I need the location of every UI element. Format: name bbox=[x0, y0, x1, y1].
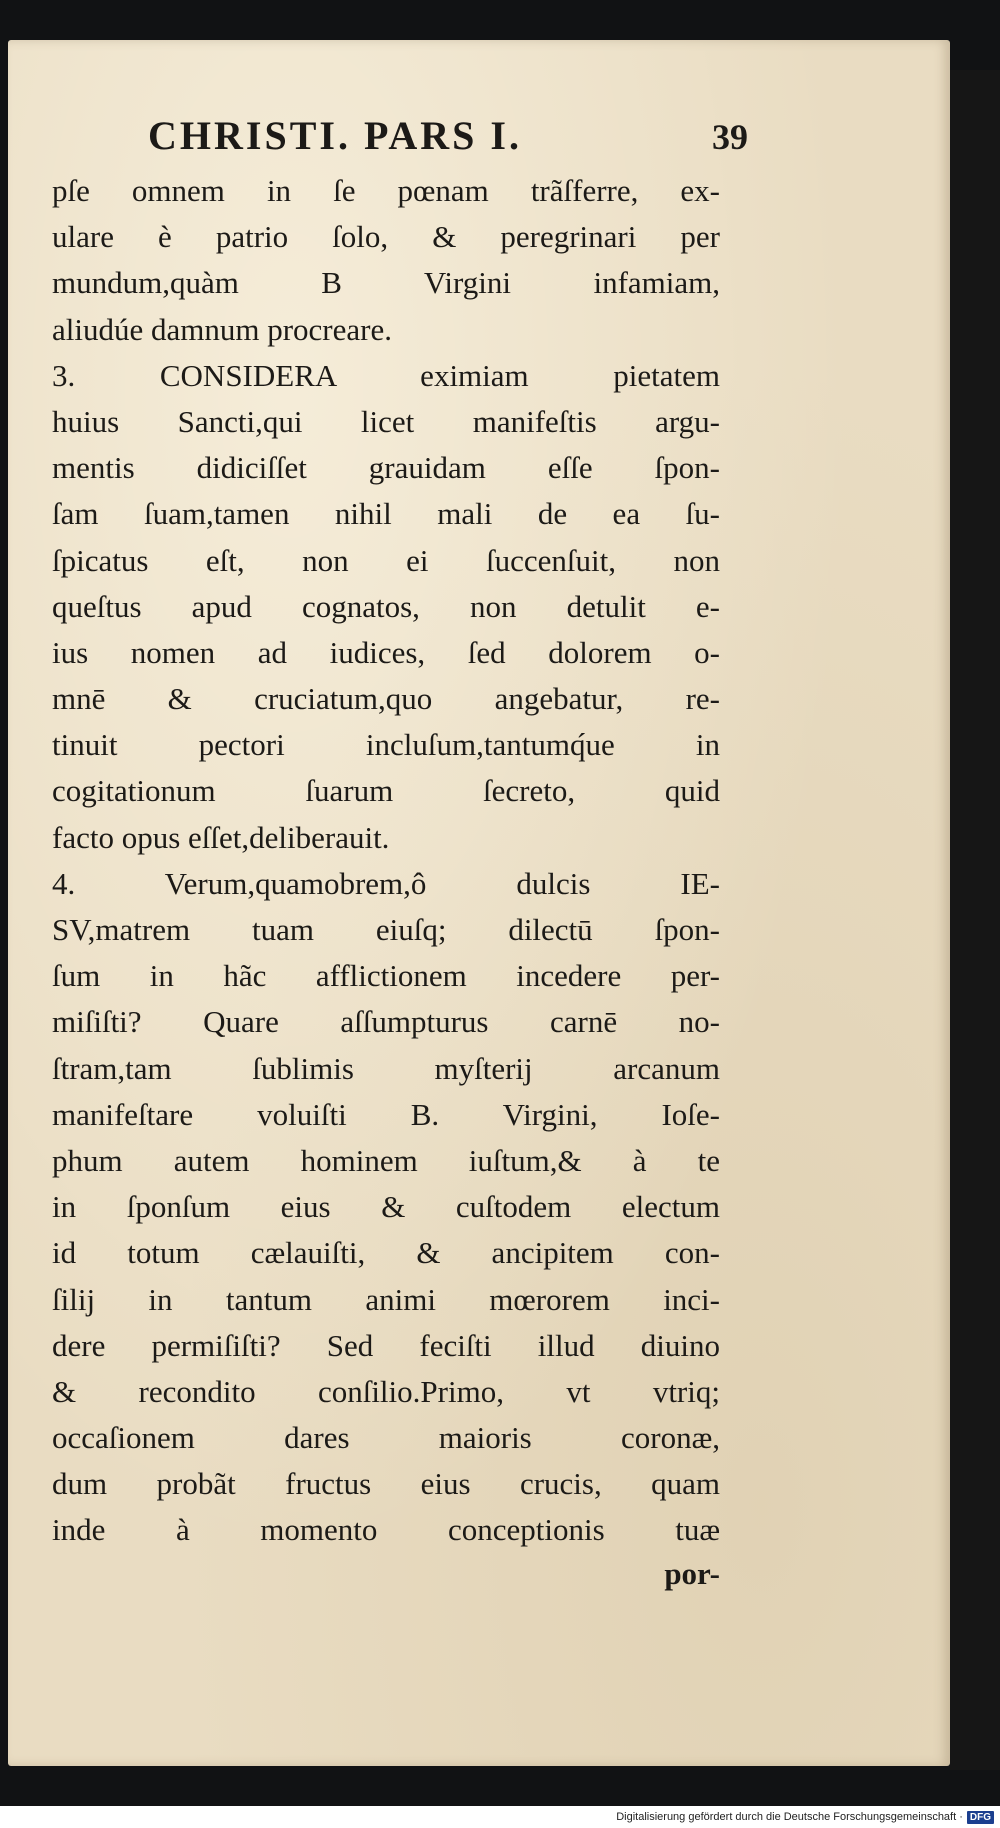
text-line: cogitationum ſuarum ſecreto, quid bbox=[52, 773, 720, 809]
catchword: por- bbox=[664, 1556, 720, 1591]
text-line: ius nomen ad iudices, ſed dolorem o- bbox=[52, 634, 720, 670]
text-line: mnē & cruciatum,quo angebatur, re- bbox=[52, 681, 720, 717]
text-line: SV,matrem tuam eiuſq; dilectū ſpon- bbox=[52, 912, 720, 947]
text-line: huius Sancti,qui licet manifeſtis argu- bbox=[52, 403, 720, 439]
text-line: ſtram,tam ſublimis myſterij arcanum bbox=[52, 1050, 720, 1086]
text-line: phum autem hominem iuſtum,& à te bbox=[52, 1142, 720, 1178]
text-line: mentis didiciſſet grauidam eſſe ſpon- bbox=[52, 450, 720, 486]
text-line: facto opus eſſet,deliberauit. bbox=[52, 819, 390, 855]
text-line: id totum cælauiſti, & ancipitem con- bbox=[52, 1235, 720, 1271]
funding-credit: Digitalisierung gefördert durch die Deutsche Forschungsgemeinschaft · bbox=[616, 1811, 963, 1823]
text-line: 3. CONSIDERA eximiam pietatem bbox=[52, 357, 720, 393]
text-line: mundum,quàm B Virgini infamiam, bbox=[52, 265, 720, 301]
text-line: in ſponſum eius & cuſtodem electum bbox=[52, 1189, 720, 1225]
text-line: inde à momento conceptionis tuæ bbox=[52, 1512, 720, 1548]
digitization-footer bbox=[0, 1806, 1000, 1828]
text-line: ſam ſuam,tamen nihil mali de ea ſu- bbox=[52, 496, 720, 532]
text-line: aliudúe damnum procreare. bbox=[52, 311, 392, 347]
text-line: occaſionem dares maioris coronæ, bbox=[52, 1420, 720, 1456]
body-text bbox=[52, 168, 720, 1554]
text-line: ſilij in tantum animi mœrorem inci- bbox=[52, 1281, 720, 1317]
text-line: miſiſti? Quare aſſumpturus carnē no- bbox=[52, 1004, 720, 1040]
text-line: pſe omnem in ſe pœnam trãſferre, ex- bbox=[52, 173, 720, 208]
text-line: tinuit pectori incluſum,tantumq́ue in bbox=[52, 727, 720, 763]
text-line: ſum in hãc afflictionem incedere per- bbox=[52, 958, 720, 994]
text-line: 4. Verum,quamobrem,ô dulcis IE- bbox=[52, 865, 720, 901]
page-header bbox=[148, 112, 748, 172]
page-number: 39 bbox=[712, 117, 748, 157]
text-line: ulare è patrio ſolo, & peregrinari per bbox=[52, 219, 720, 255]
text-line: & recondito conſilio.Primo, vt vtriq; bbox=[52, 1373, 720, 1409]
dfg-logo: DFG bbox=[967, 1811, 994, 1824]
running-title: CHRISTI. PARS I. bbox=[148, 113, 522, 158]
catchword-row bbox=[52, 1556, 720, 1592]
text-line: dum probãt fructus eius crucis, quam bbox=[52, 1466, 720, 1502]
text-line: queſtus apud cognatos, non detulit e- bbox=[52, 588, 720, 624]
text-line: manifeſtare voluiſti B. Virgini, Ioſe- bbox=[52, 1096, 720, 1132]
text-line: ſpicatus eſt, non ei ſuccenſuit, non bbox=[52, 542, 720, 578]
book-edge bbox=[950, 70, 1000, 1770]
text-line: dere permiſiſti? Sed feciſti illud diuino bbox=[52, 1327, 720, 1363]
